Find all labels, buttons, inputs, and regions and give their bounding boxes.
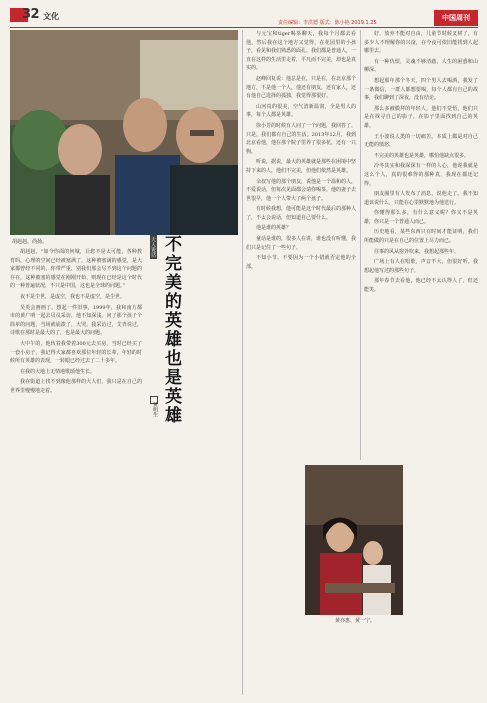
top-photo-caption: 胡赳赳、尚扬。 bbox=[12, 239, 48, 245]
paragraph: 大中午的，他伙着我带着300元去买房，当时已经买了一套小房子，我记得大家都喜欢那位年轻的长辈，年轻的时候所有英雄的表现，一转眼已经过去了二十多年。 bbox=[10, 340, 142, 365]
paragraph: 赵峰回复说：他总是在，只是在，在北京那个地方，不是他一个人，他还有朋友，还有家人，还有他自己选择的孤独，我觉得那很好。 bbox=[246, 75, 356, 100]
paragraph: 那么多被膜拜的年轻人，他们不觉悟，他们只是在找寻自己的影子，在影子里面找到自己的英雄。 bbox=[364, 105, 478, 129]
right-column bbox=[364, 30, 478, 695]
top-photo-image bbox=[10, 30, 238, 235]
paragraph: 有一种仇恨，灵魂不够清澈，人生的困惑和山柳深。 bbox=[364, 58, 478, 74]
paragraph: 童话是谁的，很多人在讲，谁也没有听懂，我们只是记住了一些句子。 bbox=[246, 236, 356, 251]
paragraph: 在我的大地上无情地歌颂他生长。 bbox=[20, 368, 96, 375]
paragraph: 不知小节、不要因为一个小错就否定他的全部。 bbox=[246, 255, 356, 270]
paragraph: 想起那年那个冬天，四个男人去喝酒，我发了一条微信，一群人都想要喝，每个人都有自己的故事，我们聊到了深夜，没有结论。 bbox=[364, 77, 478, 102]
paragraph: 朋友圈里有人发布了消息，说他走了。我不知道该说什么，只能在心里默默地为他送行。 bbox=[364, 191, 478, 206]
column-divider bbox=[242, 30, 243, 695]
bottom-photo-caption: 黄亦惠、黄一宁。 bbox=[335, 618, 376, 624]
paragraph: 历史地看，某些东西只有时间才能证明，我们所能做的只是在自己的位置上尽力而已。 bbox=[364, 229, 478, 245]
paragraph: 冷冬其实和我深深有一样的人心，他说我就是这么个人，真的很难得的那种真，我现在都还记得。 bbox=[364, 163, 478, 187]
column-divider bbox=[360, 30, 361, 460]
paragraph: 吴英会画画了。想起一件旧事，1999年，我和南方都市的黄广明一起去贝员采访，他不知深浅，问了那个孩子个简单的问题，当场就崩溃了，大哭。我采访过，艾青说过，诗歌在那时是最大的了，也是最大的问题。 bbox=[10, 304, 142, 337]
paragraph: 与元宝和tiger喝茶聊天，我每个月都去看他，然后我在这个地方又觉得，在花园里的小孩子，看见和我们熟悉的面孔。我们都是普通人，一直在这样的生活里走着，平凡而不完美，却也是真实的。 bbox=[246, 31, 356, 72]
paragraph: 徐小芳的时候有人问了一个问题，我回答了。只是，我们都有自己的生活。2013年12月，我到北京看他，他在那个院子里养了很多花，还有一只狗。 bbox=[246, 122, 356, 155]
paragraph: 听说，据说，最大的英雄就是那些在困境中坚持下来的人，他们不完美，但他们依然是英雄。 bbox=[246, 159, 356, 174]
top-photo bbox=[10, 30, 238, 235]
page-number: 32 bbox=[22, 7, 40, 22]
section-name: 文化 bbox=[43, 12, 59, 21]
paragraph: 有时候我想，他可能是这个时代最后的那种人了，不太会说话，但知道自己要什么。 bbox=[246, 206, 356, 221]
paragraph: 不完美的英雄也是英雄，哪怕他缺点很多。 bbox=[374, 152, 470, 159]
masthead-logo: 中国周刊 bbox=[434, 10, 478, 26]
paragraph: 夜不是尘世，是虚空，我也不是虚空，是尘世。 bbox=[20, 293, 126, 300]
paragraph: 我在街道上找不到像他那样的大人们，我只是在自己的世界里慢慢地走着。 bbox=[10, 379, 142, 394]
header-rule bbox=[10, 27, 478, 28]
paragraph: 山河真的很美，空气清新温润，全是男人的事，每个人都是英雄。 bbox=[246, 103, 356, 119]
paragraph: 余叔写他的那个朋友，说他是一个温和的人，不爱说话，但每次见面都会请你喝茶。他的妻子去世很早，他一个人带大了两个孩子。 bbox=[246, 178, 356, 202]
paragraph: 胡赳赳，“如今你面的何城，让您不是太可能，各种教育吗，心理的空间已经被塞满了，这种被塞满的感觉，是大家都曾经不同的，你带严重，别我们那会尽不到这个问题的存在。这种被塞的感觉在刚刚开始，则现在已经是这个时代的一种普遍状况，不只是中国，这也是全球的问题。” bbox=[10, 249, 142, 290]
paragraph: 王小波说人类的一切痛苦，本质上都是对自己无能的愤怒。 bbox=[364, 133, 478, 149]
article-tag: 大人说话 bbox=[150, 237, 156, 257]
left-column bbox=[10, 248, 142, 696]
paragraph: 好，放弃不能对自由，儿童节时候叉树了，有多少人不理解你的兴奋，在今夜可依旧能找到人起哪里去。 bbox=[364, 31, 478, 55]
page-header bbox=[0, 0, 487, 24]
editor-credits: 责任编辑：李洪德 版式：陈小艳 2019.1.25 bbox=[278, 20, 377, 26]
article-author: 黄明生 bbox=[152, 402, 158, 417]
paragraph: 广场上有人在唱歌，声音不大，但很好听。我想起他写过的那些句子。 bbox=[364, 259, 478, 274]
middle-column bbox=[246, 30, 356, 695]
paragraph: 往事的风从窗外吹来，我想起那些年。 bbox=[374, 248, 460, 255]
paragraph: 那年春节去看他，他已经不太认得人了，但还能笑。 bbox=[364, 278, 478, 294]
paragraph: 你懂得那么多，有什么意义呢？你又不是英雄，你只是一个普通人而已。 bbox=[364, 210, 478, 225]
paragraph: 他是谁的英雄？ bbox=[256, 225, 292, 232]
article-title: 不完美的英雄也是英雄 bbox=[161, 235, 181, 425]
